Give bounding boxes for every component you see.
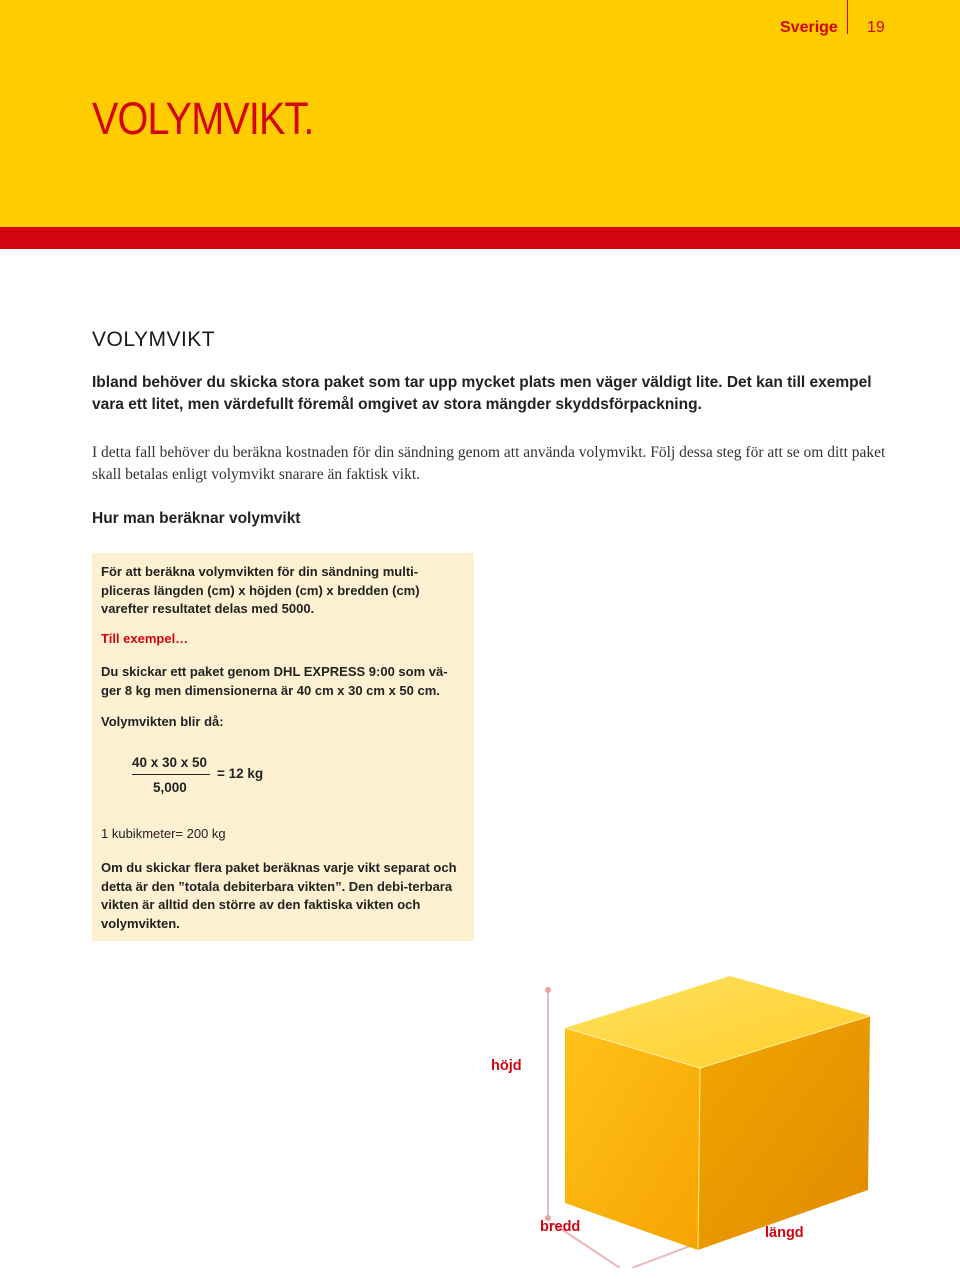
page-title: VOLYMVIKT. xyxy=(92,93,314,144)
intro-paragraph: I detta fall behöver du beräkna kostnaden för din sändning genom att använda volymvikt. Följ dessa steg för att se om ditt paket skall betalas enligt volymvikt snarare än faktisk vikt. xyxy=(92,444,886,483)
calculation-info-box xyxy=(92,553,474,941)
instruction-text: För att beräkna volymvikten för din sändning multi-pliceras längden (cm) x höjden (cm) x bredden (cm) varefter resultatet delas med 5000. xyxy=(101,564,420,616)
conversion-note: 1 kubikmeter= 200 kg xyxy=(101,826,226,841)
result-intro: Volymvikten blir då: xyxy=(101,714,224,729)
how-to-heading: Hur man beräknar volymvikt xyxy=(92,510,301,527)
intro-bold-paragraph: Ibland behöver du skicka stora paket som tar upp mycket plats men väger väldigt lite. Det kan till exempel vara ett litet, men värdefullt föremål omgivet av stora mängder skyddsförpackning. xyxy=(92,374,872,413)
width-label: bredd xyxy=(540,1219,581,1235)
length-label: längd xyxy=(765,1225,804,1241)
height-label: höjd xyxy=(491,1058,522,1074)
fraction-line xyxy=(132,774,210,775)
page-number: 19 xyxy=(867,19,885,36)
header-red-band xyxy=(0,227,960,249)
multi-package-note: Om du skickar flera paket beräknas varje vikt separat och detta är den ”totala debiterbara vikten”. Den debi-terbara vikten är alltid den större av den faktiska vikten och volymvikten. xyxy=(101,860,457,931)
header-divider xyxy=(847,0,848,34)
example-label: Till exempel… xyxy=(101,631,189,646)
formula-result: = 12 kg xyxy=(217,766,264,781)
country-label: Sverige xyxy=(780,19,838,36)
formula-denominator: 5,000 xyxy=(153,780,187,795)
example-text: Du skickar ett paket genom DHL EXPRESS 9:00 som vä-ger 8 kg men dimensionerna är 40 cm x 30 cm x 50 cm. xyxy=(101,664,448,698)
formula-numerator: 40 x 30 x 50 xyxy=(132,755,208,770)
section-heading: VOLYMVIKT xyxy=(92,328,216,351)
package-box-illustration xyxy=(470,968,890,1268)
